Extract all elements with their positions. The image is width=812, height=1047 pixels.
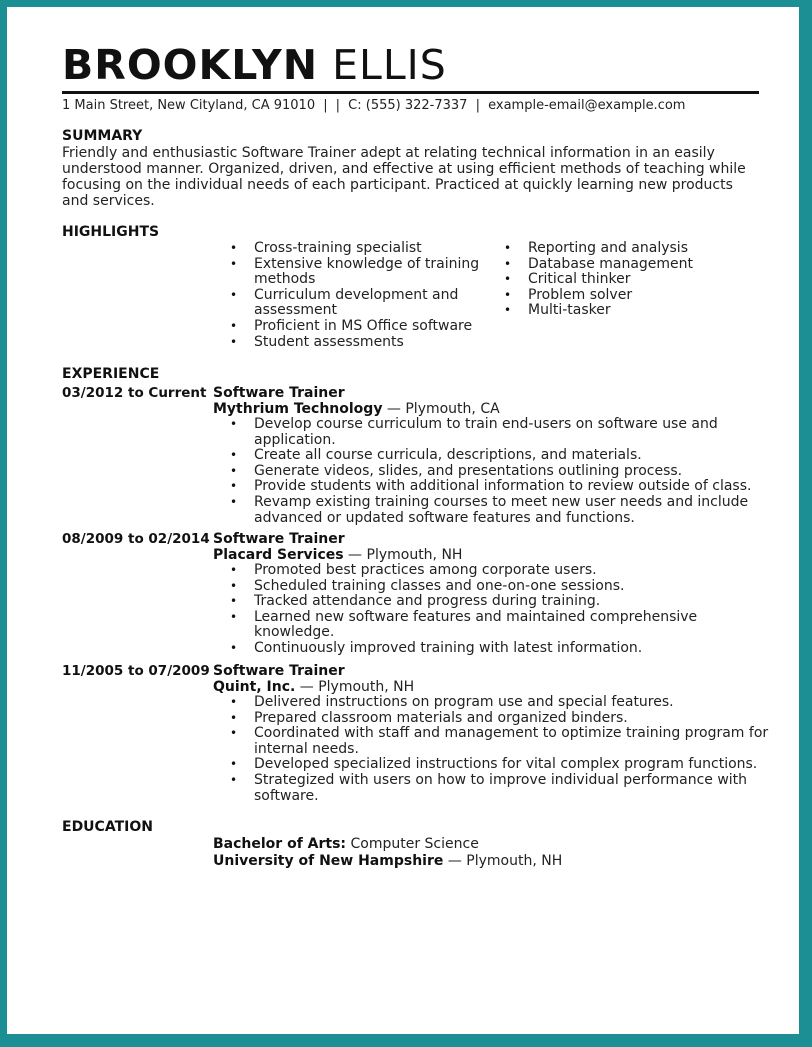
resume-page (7, 7, 799, 1034)
separator: | (323, 98, 328, 113)
list-item: • Delivered instructions on program use and special features. (254, 695, 769, 711)
job-company-line (213, 679, 414, 695)
job-title: Software Trainer (213, 531, 345, 547)
list-item: • Coordinated with staff and management to optimize training program for internal needs. (254, 726, 769, 757)
phone: C: (555) 322-7337 (348, 98, 468, 113)
education-entry (213, 836, 562, 870)
list-item: • Extensive knowledge of training methods (254, 257, 494, 288)
job-title: Software Trainer (213, 663, 345, 679)
list-item: • Create all course curricula, descriptions, and materials. (254, 448, 769, 464)
list-item: • Cross-training specialist (254, 241, 494, 257)
list-item: • Promoted best practices among corporate users. (254, 563, 769, 579)
experience-heading: EXPERIENCE (62, 366, 160, 382)
school-location: Plymouth, NH (466, 853, 563, 869)
company-name: Placard Services (213, 547, 344, 563)
education-heading: EDUCATION (62, 819, 153, 835)
separator: | (335, 98, 341, 113)
list-item: • Provide students with additional information to review outside of class. (254, 479, 769, 495)
first-name: BROOKLYN (62, 41, 319, 89)
job-location: Plymouth, NH (366, 547, 463, 563)
contact-line (62, 98, 685, 113)
list-item: • Problem solver (528, 288, 748, 304)
address: 1 Main Street, New Cityland, CA 91010 (62, 98, 316, 113)
job-title: Software Trainer (213, 385, 345, 401)
dash: — (447, 853, 462, 869)
candidate-name (62, 41, 447, 89)
list-item: • Critical thinker (528, 272, 748, 288)
dash: — (299, 679, 314, 695)
summary-heading: SUMMARY (62, 128, 143, 144)
school-name: University of New Hampshire (213, 853, 444, 869)
last-name: ELLIS (332, 41, 447, 89)
company-name: Mythrium Technology (213, 401, 383, 417)
job-dates: 11/2005 to 07/2009 (62, 663, 210, 679)
school-line (213, 853, 562, 870)
summary-text: Friendly and enthusiastic Software Trainer adept at relating technical information in an easily understood manner. Organized, driven, and effective at using efficient methods of teaching while focusing on the individual needs of each participant. Practiced at quickly learning new products and services. (62, 145, 746, 209)
dash: — (348, 547, 363, 563)
list-item: • Proficient in MS Office software (254, 319, 494, 335)
degree-line (213, 836, 562, 853)
job-dates: 08/2009 to 02/2014 (62, 531, 210, 547)
email: example-email@example.com (488, 98, 686, 113)
job-location: Plymouth, NH (318, 679, 415, 695)
dash: — (386, 401, 401, 417)
highlights-list-left (254, 241, 494, 350)
list-item: • Strategized with users on how to improve individual performance with software. (254, 773, 769, 804)
list-item: • Generate videos, slides, and presentations outlining process. (254, 464, 769, 480)
list-item: • Learned new software features and maintained comprehensive knowledge. (254, 610, 769, 641)
header-rule (62, 91, 759, 94)
highlights-list-right (528, 241, 748, 319)
job-duties (254, 695, 769, 804)
job-company-line (213, 547, 462, 563)
job-location: Plymouth, CA (405, 401, 500, 417)
job-duties (254, 563, 769, 657)
separator: | (475, 98, 480, 113)
highlights-heading: HIGHLIGHTS (62, 224, 160, 240)
list-item: • Scheduled training classes and one-on-one sessions. (254, 579, 769, 595)
job-company-line (213, 401, 500, 417)
degree-label: Bachelor of Arts: (213, 836, 347, 852)
degree-field: Computer Science (350, 836, 479, 852)
list-item: • Multi-tasker (528, 303, 748, 319)
page-frame (4, 4, 802, 1037)
job-dates: 03/2012 to Current (62, 385, 207, 401)
list-item: • Develop course curriculum to train end-users on software use and application. (254, 417, 769, 448)
list-item: • Database management (528, 257, 748, 273)
list-item: • Curriculum development and assessment (254, 288, 494, 319)
list-item: • Revamp existing training courses to meet new user needs and include advanced or updated software features and functions. (254, 495, 769, 526)
list-item: • Developed specialized instructions for vital complex program functions. (254, 757, 769, 773)
job-duties (254, 417, 769, 526)
list-item: • Reporting and analysis (528, 241, 748, 257)
company-name: Quint, Inc. (213, 679, 296, 695)
list-item: • Student assessments (254, 335, 494, 351)
list-item: • Continuously improved training with latest information. (254, 641, 769, 657)
list-item: • Prepared classroom materials and organized binders. (254, 711, 769, 727)
list-item: • Tracked attendance and progress during training. (254, 594, 769, 610)
